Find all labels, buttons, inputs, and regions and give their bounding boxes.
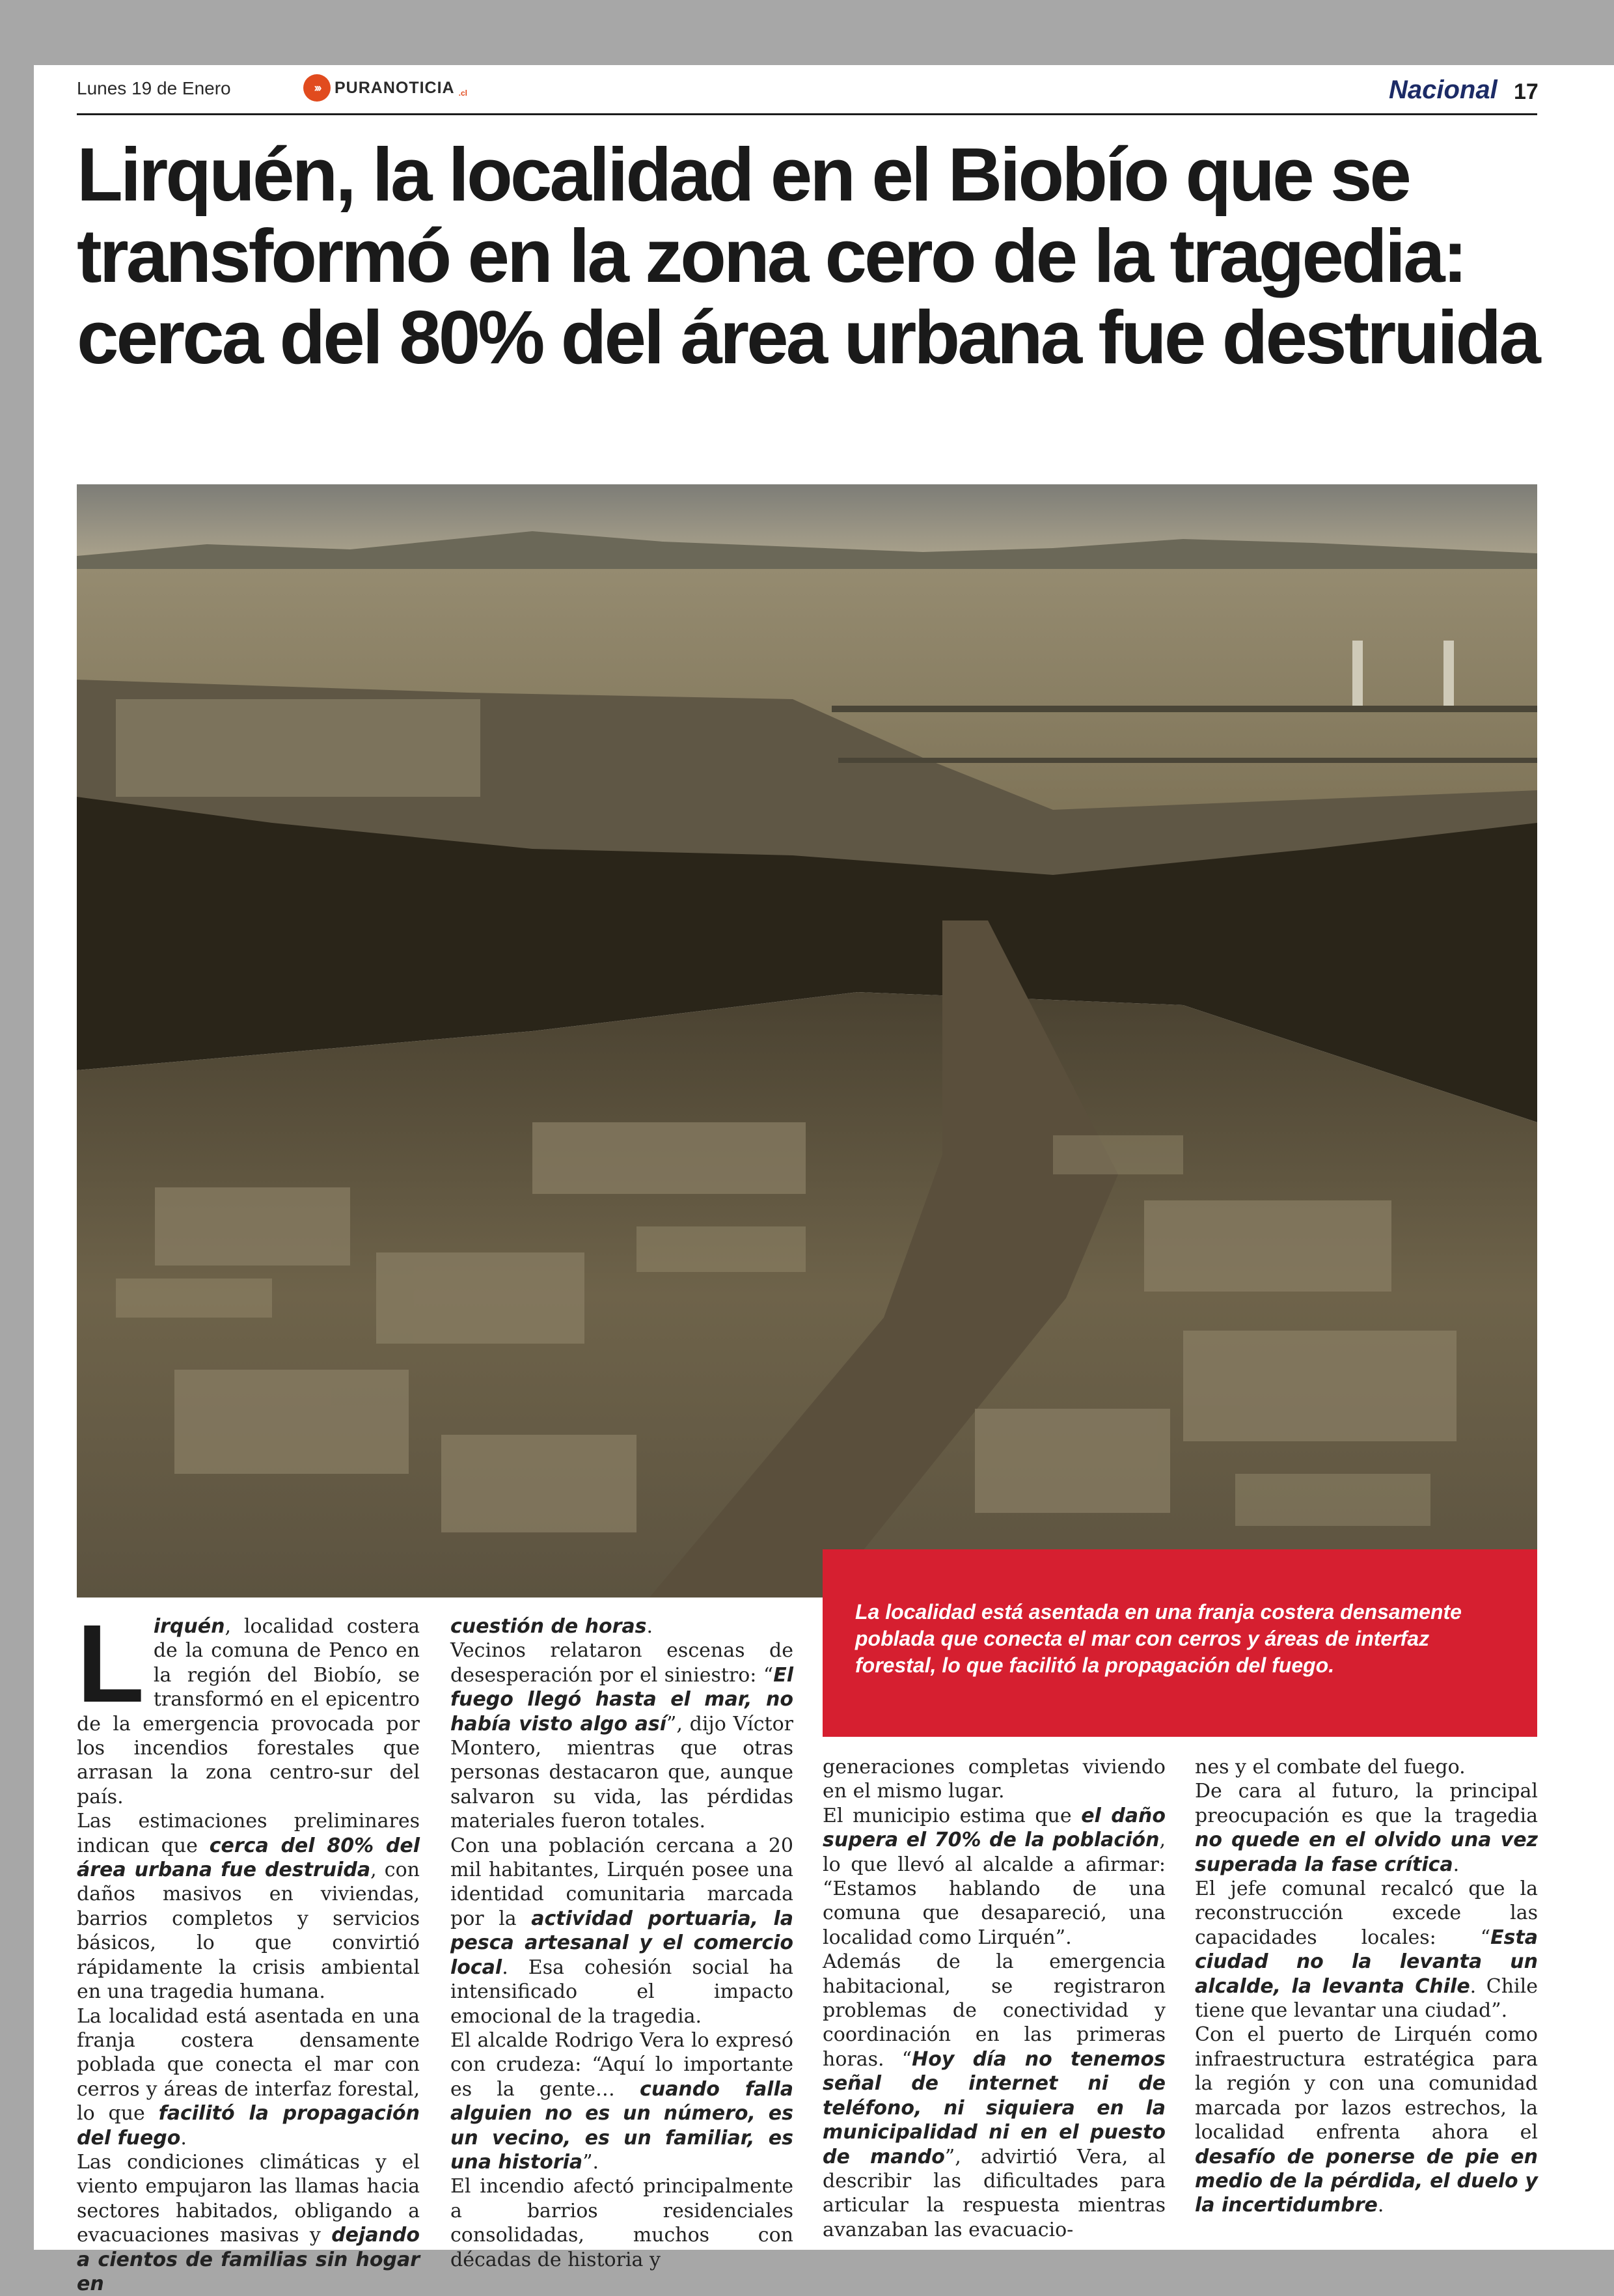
photo-caption: La localidad está asentada en una franja costera densamente poblada que conecta el mar con cerros y áreas de interfaz forestal, lo que facilitó la propagación del fuego.: [823, 1549, 1537, 1737]
body-text: .: [646, 1615, 653, 1638]
body-text: .: [1453, 1853, 1460, 1876]
emphasis-text: desafío de ponerse de pie en medio de la pérdida, el duelo y la incertidumbre: [1195, 2145, 1538, 2217]
col1-paragraph: [77, 2150, 420, 2296]
col3-paragraph: [823, 1804, 1166, 1950]
body-text: El alcalde Rodrigo Vera lo expresó con crudeza: “Aquí lo importante es la gente…: [450, 2028, 793, 2101]
body-text: Las estimaciones preliminares indican que: [77, 1810, 420, 1857]
col2-paragraph: [450, 1614, 793, 1639]
body-text: El jefe comunal recalcó que la reconstrucción excede las capacidades locales: “: [1195, 1877, 1538, 1949]
page-gutter: [0, 0, 1614, 65]
photo-port-buildings: [116, 699, 480, 797]
section-name: Nacional: [1389, 76, 1498, 104]
body-text: , lo que llevó al alcalde a afirmar: “Estamos hablando de una comuna que desapareció, una localidad como Lirquén”.: [823, 1829, 1166, 1949]
page-number: 17: [1514, 79, 1539, 104]
photo-pier-2: [838, 758, 1537, 763]
emphasis-text: Hoy día no tenemos señal de internet ni de teléfono, ni siquiera en la municipalidad ni en el puesto de mando: [823, 2047, 1166, 2168]
logo-suffix: .cl: [458, 89, 467, 98]
body-text: Las condiciones climáticas y el viento empujaron las llamas hacia sectores habitados, obligando a evacuaciones masivas y: [77, 2150, 420, 2247]
col2-paragraph: [450, 1834, 793, 2028]
body-text: nes y el combate del fuego.: [1195, 1756, 1466, 1778]
body-text: ”, advirtió Vera, al describir las dificultades para articular la respuesta mientras avanzaban las evacuacio-: [823, 2145, 1166, 2241]
body-text: Además de la emergencia habitacional, se registraron problemas de conectividad y coordinación en las primeras horas. “: [823, 1950, 1166, 2071]
header-rule: [77, 113, 1537, 115]
article-column-4: [1195, 1755, 1538, 2218]
emphasis-text: actividad portuaria, la pesca artesanal y el comercio local: [450, 1907, 793, 1979]
emphasis-text: El fuego llegó hasta el mar, no había visto algo así: [450, 1663, 793, 1736]
body-text: ”.: [582, 2150, 599, 2174]
emphasis-text: cuando falla alguien no es un número, es un vecino, es un familiar, es una historia: [450, 2077, 793, 2174]
column-1-body: [77, 1602, 420, 2296]
issue-date: Lunes 19 de Enero: [77, 78, 231, 98]
photo-illustration: [77, 484, 1537, 1598]
body-text: , localidad costera de la comuna de Penco en la región del Biobío, se transformó en el epicentro de la emergencia provocada por los incendios forestales que arrasan la zona centro-sur del país.: [77, 1615, 420, 1808]
body-text: ”, dijo Víctor Montero, mientras que otras personas destacaron que, aunque salvaron su vida, las pérdidas materiales fueron totales.: [450, 1712, 793, 1833]
body-text: El incendio afectó principalmente a barrios residenciales consolidadas, muchos con décadas de historia y: [450, 2175, 793, 2271]
body-text: , con daños masivos en viviendas, barrios completos y servicios básicos, lo que convirtió rápidamente la crisis ambiental en una tragedia humana.: [77, 1859, 420, 2004]
col2-paragraph: [450, 1639, 793, 1833]
article-column-2: [450, 1614, 793, 2272]
body-text: De cara al futuro, la principal preocupación es que la tragedia: [1195, 1780, 1538, 1827]
col4-paragraph: [1195, 2023, 1538, 2217]
body-text: Con una población cercana a 20 mil habitantes, Lirquén posee una identidad comunitaria marcada por la: [450, 1834, 793, 1930]
col3-paragraph: [823, 1755, 1166, 1804]
article-column-3: [823, 1755, 1166, 2242]
emphasis-text: dejando a cientos de familias sin hogar en: [77, 2224, 420, 2295]
headline: Lirquén, la localidad en el Biobío que se transformó en la zona cero de la tragedia: cerca del 80% del área urbana fue destruida: [77, 132, 1539, 380]
body-text: . Chile tiene que levantar una ciudad”.: [1195, 1974, 1538, 2023]
col1-paragraph: [77, 1809, 420, 2004]
emphasis-text: facilitó la propagación del fuego: [77, 2102, 420, 2150]
emphasis-text: irquén: [153, 1615, 225, 1638]
col4-paragraph: [1195, 1779, 1538, 1877]
emphasis-text: cerca del 80% del área urbana fue destruida: [77, 1834, 420, 1882]
body-text: La localidad está asentada en una franja costera densamente poblada que conecta el mar con cerros y áreas de interfaz forestal, lo que: [77, 2004, 420, 2125]
emphasis-text: Esta ciudad no la levanta un alcalde, la levanta Chile: [1195, 1926, 1538, 1998]
article-column-1: [77, 1602, 420, 2296]
drop-cap: L: [77, 1602, 144, 1726]
col2-paragraph: [450, 2174, 793, 2272]
col3-paragraph: [823, 1950, 1166, 2242]
aerial-photo-burned-town: [77, 484, 1537, 1598]
logo-text: PURANOTICIA: [335, 78, 455, 97]
body-text: generaciones completas viviendo en el mismo lugar.: [823, 1756, 1166, 1803]
emphasis-text: no quede en el olvido una vez superada la fase crítica: [1195, 1829, 1538, 1876]
body-text: .: [180, 2126, 187, 2150]
photo-crane-1: [1352, 641, 1363, 706]
col2-paragraph: [450, 2028, 793, 2174]
col4-paragraph: [1195, 1755, 1538, 1779]
puranoticia-logo: [303, 74, 467, 102]
col1-paragraph: [77, 2004, 420, 2150]
body-text: .: [1377, 2194, 1384, 2217]
col4-paragraph: [1195, 1877, 1538, 2023]
emphasis-text: el daño supera el 70% de la población: [823, 1804, 1166, 1852]
body-text: El municipio estima que: [823, 1804, 1082, 1827]
emphasis-text: cuestión de horas: [450, 1615, 647, 1638]
photo-pier: [832, 706, 1537, 712]
body-text: Con el puerto de Lirquén como infraestructura estratégica para la región y con una comunidad marcada por lazos estrechos, la localidad enfrenta ahora el: [1195, 2023, 1538, 2144]
photo-crane-2: [1443, 641, 1454, 706]
logo-chevrons-icon: ›››: [303, 74, 331, 102]
body-text: Vecinos relataron escenas de desesperación por el siniestro: “: [450, 1639, 793, 1687]
body-text: . Esa cohesión social ha intensificado el impacto emocional de la tragedia.: [450, 1956, 793, 2028]
